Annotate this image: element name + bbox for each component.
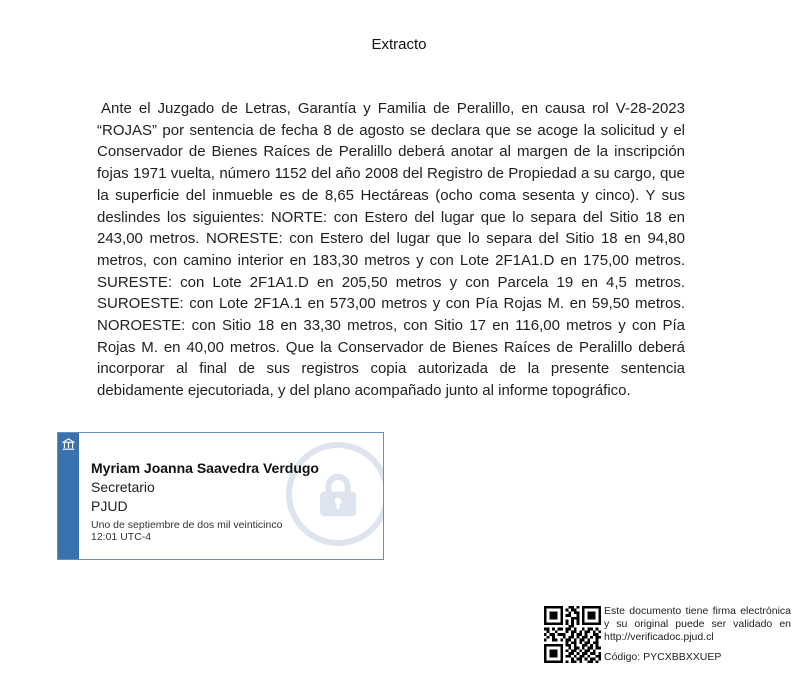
qr-code <box>544 606 601 663</box>
verification-code-label: Código: <box>604 651 641 663</box>
signature-date: Uno de septiembre de dos mil veinticinco <box>91 519 283 531</box>
document-body: Ante el Juzgado de Letras, Garantía y Familia de Peralillo, en causa rol V-28-2023 “ROJAS” por sentencia de fecha 8 de agosto se declara que se acoge la solicitud y el Conservador de Bienes Raíces de Peralillo deberá anotar al margen de la inscripción fojas 1971 vuelta, número 1152 del año 2008 del Registro de Propiedad a su cargo, que la superficie del inmueble es de 8,65 Hectáreas (ocho coma sesenta y cinco). Y sus deslindes los siguientes: NORTE: con Estero del lugar que lo separa del Sitio 18 en 243,00 metros. NORESTE: con Estero del lugar que lo separa del Sitio 18 en 94,80 metros, con camino interior en 183,30 metros y con Lote 2F1A1.D en 175,00 metros. SURESTE: con Lote 2F1A1.D en 205,50 metros y con Parcela 19 en 4,5 metros. SUROESTE: con Lote 2F1A.1 en 573,00 metros y con Pía Rojas M. en 59,50 metros. NOROESTE: con Sitio 18 en 33,30 metros, con Sitio 17 en 116,00 metros y con Pía Rojas M. en 40,00 metros. Que la Conservador de Bienes Raíces de Peralillo deberá incorporar al final de sus registros copia autorizada de la presente sentencia debidamente ejecutoriada, y del plano acompañado junto al informe topográfico. <box>97 100 685 400</box>
qr-code-svg <box>544 606 601 663</box>
courthouse-icon <box>61 433 76 559</box>
signature-content <box>79 433 383 559</box>
signer-institution: PJUD <box>91 498 128 514</box>
verification-code <box>604 651 794 663</box>
signer-role: Secretario <box>91 479 155 495</box>
signature-time: 12:01 UTC-4 <box>91 531 152 543</box>
signature-side-bar <box>58 433 79 559</box>
verification-text: Este documento tiene firma electrónica y su original puede ser validado en http://verificadoc.pjud.cl <box>604 605 791 643</box>
verification-code-value: PYCXBBXXUEP <box>643 651 722 663</box>
document-title: Extracto <box>371 36 427 53</box>
signature-stamp <box>57 432 384 560</box>
signer-name: Myriam Joanna Saavedra Verdugo <box>91 460 319 476</box>
